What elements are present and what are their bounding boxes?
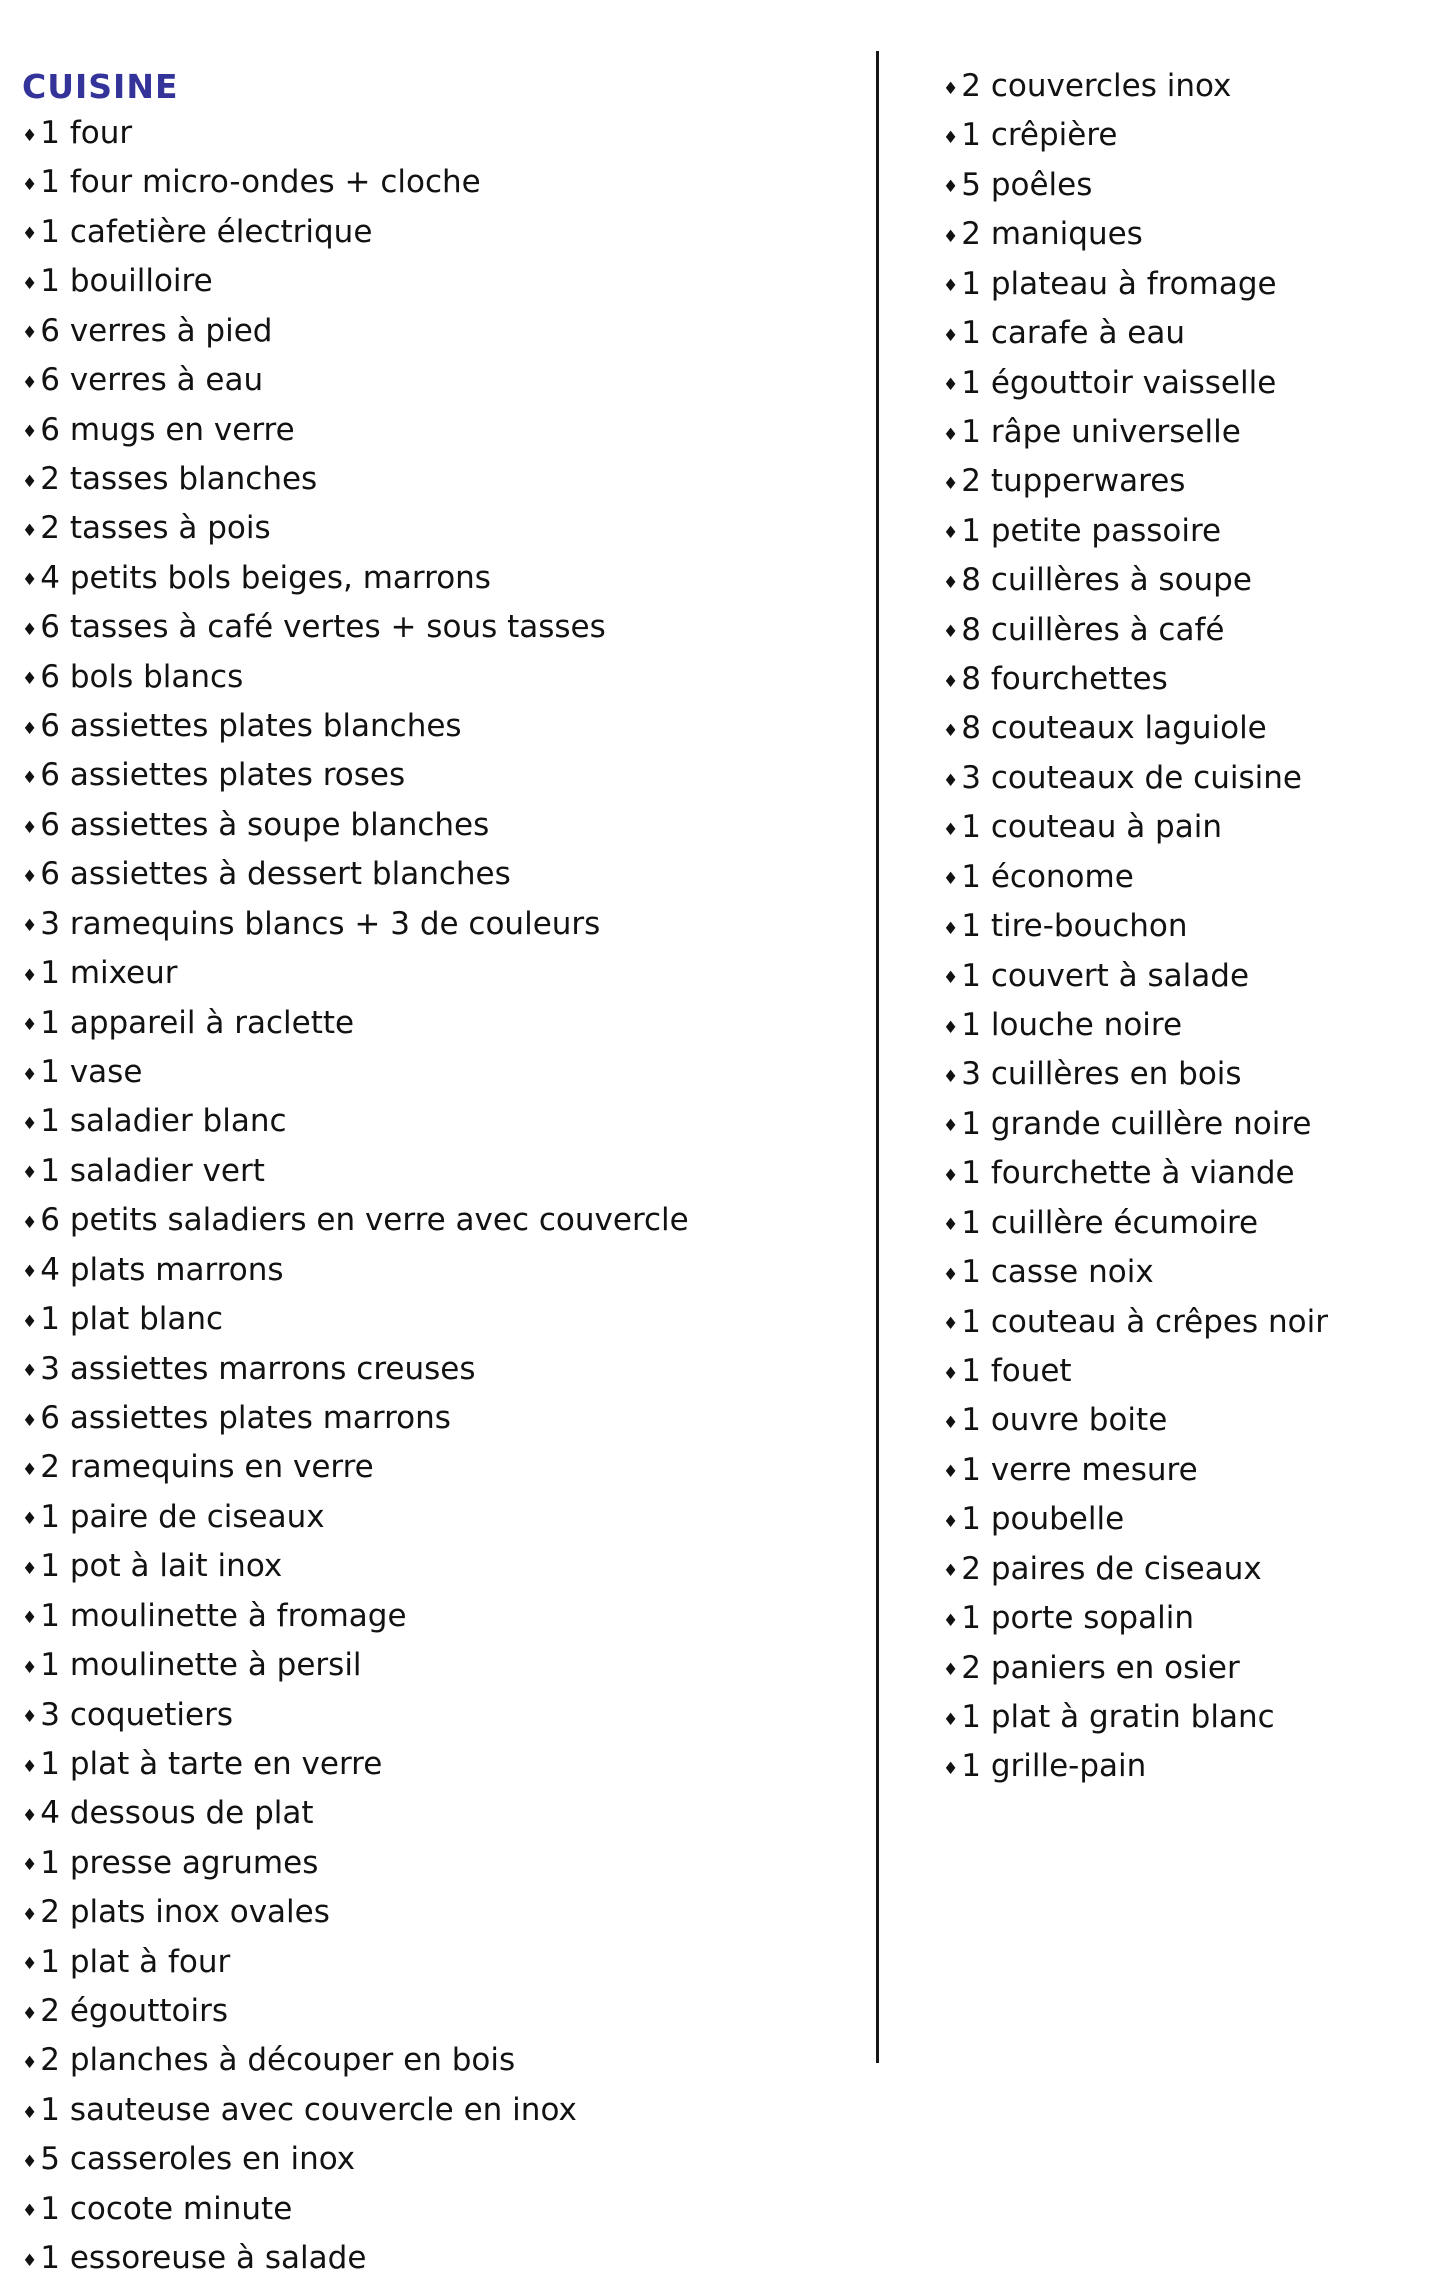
diamond-bullet-icon: ♦ <box>22 1657 38 1678</box>
item-label: 6 petits saladiers en verre avec couvercle <box>40 1202 689 1239</box>
list-item <box>22 505 862 554</box>
item-label: 8 couteaux laguiole <box>961 710 1267 747</box>
item-label: 2 couvercles inox <box>961 68 1232 104</box>
list-item <box>943 953 1433 1002</box>
diamond-bullet-icon: ♦ <box>22 372 38 393</box>
list-item <box>943 755 1433 804</box>
diamond-bullet-icon: ♦ <box>943 869 959 890</box>
diamond-bullet-icon: ♦ <box>22 1608 38 1629</box>
item-label: 3 coquetiers <box>40 1696 233 1733</box>
item-label: 1 plat à four <box>40 1943 231 1980</box>
diamond-bullet-icon: ♦ <box>943 177 959 198</box>
diamond-bullet-icon: ♦ <box>22 1954 38 1975</box>
diamond-bullet-icon: ♦ <box>22 1361 38 1382</box>
item-label: 1 louche noire <box>961 1007 1183 1044</box>
diamond-bullet-icon: ♦ <box>22 1163 38 1184</box>
diamond-bullet-icon: ♦ <box>22 273 38 294</box>
diamond-bullet-icon: ♦ <box>22 1558 38 1579</box>
item-label: 1 casse noix <box>961 1254 1154 1291</box>
diamond-bullet-icon: ♦ <box>22 224 38 245</box>
diamond-bullet-icon: ♦ <box>943 1561 959 1582</box>
item-label: 1 poubelle <box>961 1501 1125 1538</box>
diamond-bullet-icon: ♦ <box>22 2053 38 2074</box>
diamond-bullet-icon: ♦ <box>943 1215 959 1236</box>
list-item <box>22 604 862 653</box>
item-label: 1 fouet <box>961 1352 1072 1389</box>
item-label: 6 assiettes plates marrons <box>40 1399 451 1436</box>
list-item <box>22 110 862 159</box>
item-label: 2 tupperwares <box>961 463 1186 500</box>
item-label: 3 assiettes marrons creuses <box>40 1350 476 1387</box>
item-label: 1 carafe à eau <box>961 315 1186 352</box>
item-label: 5 poêles <box>961 166 1093 203</box>
item-label: 1 plat à tarte en verre <box>40 1745 383 1782</box>
list-item <box>943 1743 1433 1792</box>
diamond-bullet-icon: ♦ <box>22 2102 38 2123</box>
list-item <box>943 705 1433 754</box>
list-item <box>22 2186 862 2235</box>
item-label: 6 assiettes plates blanches <box>40 708 462 745</box>
list-item <box>943 1496 1433 1545</box>
item-label: 8 fourchettes <box>961 661 1168 698</box>
item-label: 1 vase <box>40 1054 143 1091</box>
diamond-bullet-icon: ♦ <box>22 422 38 443</box>
diamond-bullet-icon: ♦ <box>22 1460 38 1481</box>
list-item <box>22 1543 862 1592</box>
right-item-list <box>943 63 1433 1793</box>
list-item <box>943 112 1433 161</box>
diamond-bullet-icon: ♦ <box>22 323 38 344</box>
list-item <box>943 211 1433 260</box>
diamond-bullet-icon: ♦ <box>22 718 38 739</box>
item-label: 1 plateau à fromage <box>961 265 1277 302</box>
item-label: 1 plat blanc <box>40 1301 224 1338</box>
diamond-bullet-icon: ♦ <box>22 1509 38 1530</box>
list-item <box>943 1397 1433 1446</box>
list-item <box>943 1249 1433 1298</box>
item-label: 2 paniers en osier <box>961 1649 1240 1686</box>
list-item <box>22 209 862 258</box>
diamond-bullet-icon: ♦ <box>943 226 959 247</box>
item-label: 1 fourchette à viande <box>961 1155 1295 1192</box>
list-item <box>22 654 862 703</box>
list-item <box>22 1148 862 1197</box>
item-label: 1 saladier vert <box>40 1152 265 1189</box>
item-label: 1 râpe universelle <box>961 413 1241 450</box>
list-item <box>22 851 862 900</box>
list-item <box>943 607 1433 656</box>
list-item <box>22 1346 862 1395</box>
diamond-bullet-icon: ♦ <box>943 1264 959 1285</box>
item-label: 2 planches à découper en bois <box>40 2042 516 2079</box>
item-label: 1 moulinette à fromage <box>40 1597 407 1634</box>
item-label: 6 bols blancs <box>40 658 244 695</box>
item-label: 3 ramequins blancs + 3 de couleurs <box>40 905 601 942</box>
list-item <box>22 703 862 752</box>
right-column <box>943 63 1433 1793</box>
list-item <box>943 903 1433 952</box>
diamond-bullet-icon: ♦ <box>943 1017 959 1038</box>
list-item <box>943 1299 1433 1348</box>
diamond-bullet-icon: ♦ <box>943 276 959 297</box>
item-label: 1 cocote minute <box>40 2190 293 2227</box>
diamond-bullet-icon: ♦ <box>943 1413 959 1434</box>
list-item <box>22 407 862 456</box>
diamond-bullet-icon: ♦ <box>943 1165 959 1186</box>
list-item <box>943 310 1433 359</box>
item-label: 4 plats marrons <box>40 1251 284 1288</box>
list-item <box>22 357 862 406</box>
item-label: 6 assiettes à soupe blanches <box>40 806 490 843</box>
diamond-bullet-icon: ♦ <box>943 819 959 840</box>
list-item <box>22 1988 862 2037</box>
left-item-list <box>22 110 862 2285</box>
list-item <box>22 1049 862 1098</box>
item-label: 5 casseroles en inox <box>40 2141 356 2178</box>
item-label: 1 petite passoire <box>961 512 1222 549</box>
list-item <box>22 950 862 999</box>
diamond-bullet-icon: ♦ <box>22 1311 38 1332</box>
list-item <box>943 557 1433 606</box>
list-item <box>943 1447 1433 1496</box>
diamond-bullet-icon: ♦ <box>22 1904 38 1925</box>
item-label: 1 presse agrumes <box>40 1844 319 1881</box>
item-label: 1 mixeur <box>40 955 178 992</box>
item-label: 1 couvert à salade <box>961 957 1250 994</box>
list-item <box>22 1098 862 1147</box>
list-item <box>22 555 862 604</box>
list-item <box>22 1790 862 1839</box>
diamond-bullet-icon: ♦ <box>22 619 38 640</box>
list-item <box>943 63 1433 112</box>
item-label: 1 ouvre boite <box>961 1402 1168 1439</box>
diamond-bullet-icon: ♦ <box>943 1116 959 1137</box>
diamond-bullet-icon: ♦ <box>22 570 38 591</box>
item-label: 6 tasses à café vertes + sous tasses <box>40 609 606 646</box>
diamond-bullet-icon: ♦ <box>22 2201 38 2222</box>
diamond-bullet-icon: ♦ <box>22 2250 38 2271</box>
diamond-bullet-icon: ♦ <box>943 1660 959 1681</box>
diamond-bullet-icon: ♦ <box>943 968 959 989</box>
diamond-bullet-icon: ♦ <box>22 1805 38 1826</box>
list-item <box>943 1645 1433 1694</box>
diamond-bullet-icon: ♦ <box>22 2003 38 2024</box>
item-label: 2 paires de ciseaux <box>961 1550 1262 1587</box>
item-label: 4 dessous de plat <box>40 1795 314 1832</box>
list-item <box>943 508 1433 557</box>
list-item <box>22 1889 862 1938</box>
diamond-bullet-icon: ♦ <box>943 325 959 346</box>
left-column <box>22 63 862 2285</box>
item-label: 1 verre mesure <box>961 1451 1198 1488</box>
item-label: 1 saladier blanc <box>40 1103 287 1140</box>
diamond-bullet-icon: ♦ <box>943 424 959 445</box>
item-label: 6 verres à eau <box>40 362 264 399</box>
list-item <box>22 1197 862 1246</box>
item-label: 1 pot à lait inox <box>40 1548 283 1585</box>
list-item <box>943 656 1433 705</box>
item-label: 8 cuillères à café <box>961 611 1225 648</box>
diamond-bullet-icon: ♦ <box>943 918 959 939</box>
list-item <box>22 159 862 208</box>
diamond-bullet-icon: ♦ <box>943 770 959 791</box>
item-label: 6 mugs en verre <box>40 411 295 448</box>
item-label: 6 assiettes à dessert blanches <box>40 856 511 893</box>
diamond-bullet-icon: ♦ <box>22 1212 38 1233</box>
list-item <box>943 458 1433 507</box>
diamond-bullet-icon: ♦ <box>22 669 38 690</box>
diamond-bullet-icon: ♦ <box>943 1511 959 1532</box>
item-label: 1 grille-pain <box>961 1748 1147 1785</box>
item-label: 1 essoreuse à salade <box>40 2240 367 2277</box>
item-label: 6 assiettes plates roses <box>40 757 406 794</box>
list-item <box>22 1692 862 1741</box>
diamond-bullet-icon: ♦ <box>943 1462 959 1483</box>
item-label: 8 cuillères à soupe <box>961 562 1252 599</box>
list-item <box>943 162 1433 211</box>
item-label: 1 moulinette à persil <box>40 1647 362 1684</box>
diamond-bullet-icon: ♦ <box>943 1363 959 1384</box>
diamond-bullet-icon: ♦ <box>22 471 38 492</box>
diamond-bullet-icon: ♦ <box>22 1262 38 1283</box>
list-item <box>22 1444 862 1493</box>
item-label: 1 four <box>40 115 133 151</box>
list-item <box>943 1002 1433 1051</box>
column-divider <box>876 51 879 2063</box>
list-item <box>943 1051 1433 1100</box>
item-label: 2 tasses à pois <box>40 510 271 547</box>
diamond-bullet-icon: ♦ <box>943 1067 959 1088</box>
list-item <box>22 2136 862 2185</box>
item-label: 1 cafetière électrique <box>40 213 373 250</box>
diamond-bullet-icon: ♦ <box>22 768 38 789</box>
diamond-bullet-icon: ♦ <box>943 671 959 692</box>
diamond-bullet-icon: ♦ <box>22 965 38 986</box>
list-item <box>943 1595 1433 1644</box>
diamond-bullet-icon: ♦ <box>943 523 959 544</box>
diamond-bullet-icon: ♦ <box>22 1410 38 1431</box>
list-item <box>943 854 1433 903</box>
diamond-bullet-icon: ♦ <box>943 128 959 149</box>
list-item <box>22 1593 862 1642</box>
list-item <box>22 1642 862 1691</box>
diamond-bullet-icon: ♦ <box>943 721 959 742</box>
list-item <box>943 261 1433 310</box>
diamond-bullet-icon: ♦ <box>22 1707 38 1728</box>
diamond-bullet-icon: ♦ <box>22 1064 38 1085</box>
diamond-bullet-icon: ♦ <box>943 375 959 396</box>
diamond-bullet-icon: ♦ <box>943 1314 959 1335</box>
list-item <box>22 901 862 950</box>
diamond-bullet-icon: ♦ <box>943 572 959 593</box>
diamond-bullet-icon: ♦ <box>22 1756 38 1777</box>
item-label: 1 tire-bouchon <box>961 908 1188 945</box>
list-item <box>22 1939 862 1988</box>
item-label: 1 plat à gratin blanc <box>961 1698 1275 1735</box>
item-label: 1 couteau à pain <box>961 809 1222 846</box>
item-label: 2 égouttoirs <box>40 1993 228 2030</box>
list-item <box>22 258 862 307</box>
list-item <box>22 1247 862 1296</box>
item-label: 3 couteaux de cuisine <box>961 759 1302 796</box>
item-label: 1 paire de ciseaux <box>40 1498 325 1535</box>
diamond-bullet-icon: ♦ <box>943 474 959 494</box>
item-label: 1 cuillère écumoire <box>961 1204 1259 1241</box>
list-item <box>943 1348 1433 1397</box>
item-label: 1 crêpière <box>961 117 1118 154</box>
item-label: 1 four micro-ondes + cloche <box>40 164 481 201</box>
item-label: 1 couteau à crêpes noir <box>961 1303 1328 1340</box>
list-item <box>22 2037 862 2086</box>
list-item <box>22 2087 862 2136</box>
item-label: 2 tasses blanches <box>40 460 318 497</box>
item-label: 2 maniques <box>961 216 1143 253</box>
list-item <box>22 308 862 357</box>
list-item <box>943 1546 1433 1595</box>
diamond-bullet-icon: ♦ <box>943 1709 959 1730</box>
diamond-bullet-icon: ♦ <box>22 1114 38 1135</box>
list-item <box>22 752 862 801</box>
item-label: 4 petits bols beiges, marrons <box>40 559 491 596</box>
item-label: 1 sauteuse avec couvercle en inox <box>40 2091 577 2128</box>
list-item <box>22 456 862 505</box>
list-item <box>943 804 1433 853</box>
item-label: 2 ramequins en verre <box>40 1449 374 1486</box>
diamond-bullet-icon: ♦ <box>22 1855 38 1876</box>
list-item <box>22 1494 862 1543</box>
list-item <box>22 1395 862 1444</box>
item-label: 1 grande cuillère noire <box>961 1105 1312 1142</box>
item-label: 1 égouttoir vaisselle <box>961 364 1277 401</box>
diamond-bullet-icon: ♦ <box>22 1015 38 1036</box>
list-item <box>22 1296 862 1345</box>
diamond-bullet-icon: ♦ <box>22 521 38 541</box>
page-title: CUISINE <box>22 67 179 106</box>
item-label: 6 verres à pied <box>40 312 273 349</box>
item-label: 3 cuillères en bois <box>961 1056 1242 1093</box>
item-label: 1 bouilloire <box>40 263 213 300</box>
list-item <box>943 1101 1433 1150</box>
item-label: 1 économe <box>961 858 1134 895</box>
diamond-bullet-icon: ♦ <box>22 2151 38 2172</box>
diamond-bullet-icon: ♦ <box>22 866 38 887</box>
diamond-bullet-icon: ♦ <box>22 817 38 838</box>
diamond-bullet-icon: ♦ <box>943 1610 959 1631</box>
item-label: 2 plats inox ovales <box>40 1894 330 1931</box>
diamond-bullet-icon: ♦ <box>22 125 38 146</box>
diamond-bullet-icon: ♦ <box>943 1758 959 1779</box>
diamond-bullet-icon: ♦ <box>943 78 959 99</box>
diamond-bullet-icon: ♦ <box>22 175 38 196</box>
list-item <box>943 1150 1433 1199</box>
list-item <box>943 360 1433 409</box>
list-item <box>22 1000 862 1049</box>
item-label: 1 appareil à raclette <box>40 1004 355 1041</box>
list-item <box>22 2235 862 2284</box>
list-item <box>943 1200 1433 1249</box>
item-label: 1 porte sopalin <box>961 1600 1194 1637</box>
list-item <box>22 1741 862 1790</box>
list-item <box>943 1694 1433 1743</box>
list-item <box>22 1840 862 1889</box>
diamond-bullet-icon: ♦ <box>22 916 38 937</box>
diamond-bullet-icon: ♦ <box>943 622 959 643</box>
list-item <box>22 802 862 851</box>
list-item <box>943 409 1433 458</box>
